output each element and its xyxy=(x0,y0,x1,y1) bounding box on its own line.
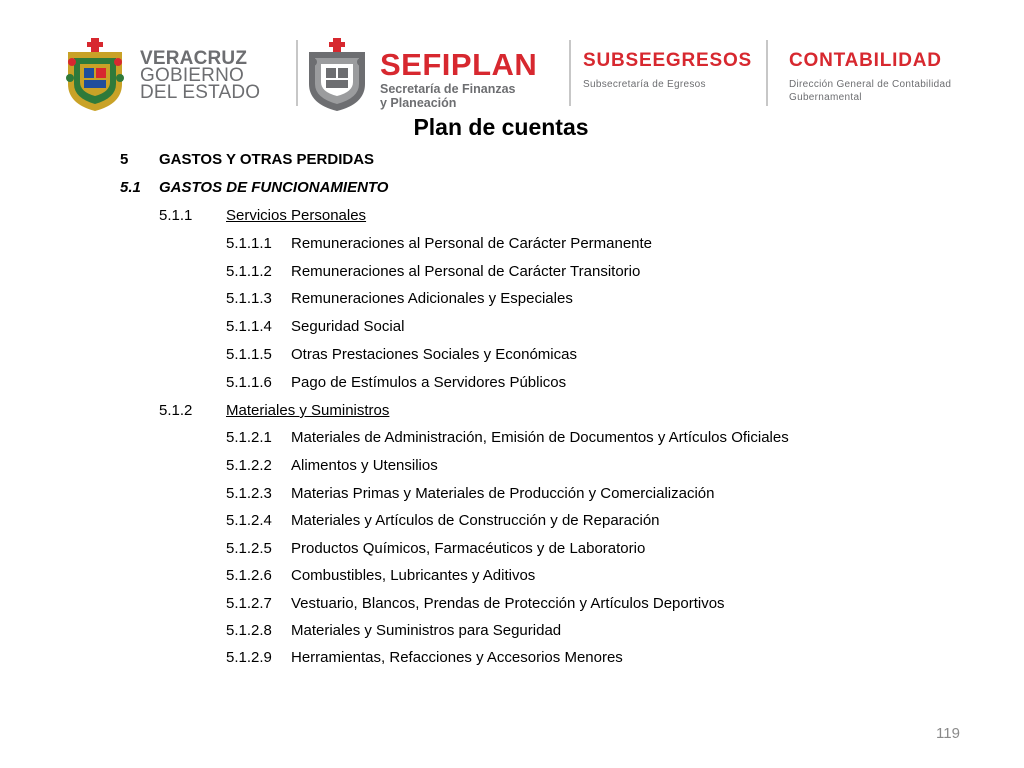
page-title: Plan de cuentas xyxy=(413,114,589,140)
subseegresos-subtitle: Subsecretaría de Egresos xyxy=(583,79,706,90)
contabilidad-subtitle xyxy=(789,78,951,104)
account-code: 5.1.1.5 xyxy=(226,346,272,363)
account-code: 5.1.1.3 xyxy=(226,290,272,307)
account-code: 5.1.1 xyxy=(159,207,193,224)
account-label: Materiales y Artículos de Construcción y de Reparación xyxy=(291,512,660,529)
page-number: 119 xyxy=(936,725,960,742)
account-label: Remuneraciones al Personal de Carácter Transitorio xyxy=(291,263,641,280)
account-code: 5.1.1.2 xyxy=(226,263,272,280)
sefiplan-shield-icon xyxy=(303,38,371,112)
account-label: GASTOS Y OTRAS PERDIDAS xyxy=(159,151,375,168)
account-code: 5.1.1.4 xyxy=(226,318,272,335)
account-label: GASTOS DE FUNCIONAMIENTO xyxy=(159,179,389,196)
account-label: Materiales y Suministros xyxy=(226,402,390,419)
account-code: 5.1 xyxy=(120,179,141,196)
header-divider xyxy=(296,40,298,106)
account-code: 5.1.2.5 xyxy=(226,540,272,557)
contabilidad-title: CONTABILIDAD xyxy=(789,50,942,71)
account-code: 5.1.2.8 xyxy=(226,622,272,639)
account-label: Materias Primas y Materiales de Producción y Comercialización xyxy=(291,485,715,502)
header-banner xyxy=(0,0,1024,120)
header-divider xyxy=(569,40,571,106)
account-label: Vestuario, Blancos, Prendas de Protección y Artículos Deportivos xyxy=(291,595,725,612)
account-label: Pago de Estímulos a Servidores Públicos xyxy=(291,374,567,391)
sefiplan-sub-line1: Secretaría de Finanzas xyxy=(380,82,516,96)
sefiplan-subtitle xyxy=(380,82,515,110)
veracruz-coat-of-arms-icon xyxy=(62,38,128,112)
subseegresos-title: SUBSEEGRESOS xyxy=(583,50,753,71)
account-label: Seguridad Social xyxy=(291,318,405,335)
account-label: Herramientas, Refacciones y Accesorios Menores xyxy=(291,649,623,666)
account-code: 5.1.2.4 xyxy=(226,512,272,529)
contabilidad-subtitle-line2: Gubernamental xyxy=(789,92,862,103)
account-label: Materiales de Administración, Emisión de Documentos y Artículos Oficiales xyxy=(291,429,789,446)
veracruz-wordmark xyxy=(140,50,260,101)
account-code: 5.1.1.1 xyxy=(226,235,272,252)
account-label: Servicios Personales xyxy=(226,207,367,224)
account-code: 5.1.2.2 xyxy=(226,457,272,474)
sefiplan-name: SEFIPLAN xyxy=(380,47,538,82)
account-code: 5.1.2 xyxy=(159,402,193,419)
veracruz-line3: DEL ESTADO xyxy=(140,82,261,103)
header-divider xyxy=(766,40,768,106)
contabilidad-subtitle-line1: Dirección General de Contabilidad xyxy=(789,79,952,90)
account-label: Remuneraciones al Personal de Carácter Permanente xyxy=(291,235,653,252)
account-label: Materiales y Suministros para Seguridad xyxy=(291,622,562,639)
account-code: 5 xyxy=(120,151,129,168)
account-code: 5.1.1.6 xyxy=(226,374,272,391)
account-code: 5.1.2.3 xyxy=(226,485,272,502)
account-label: Remuneraciones Adicionales y Especiales xyxy=(291,290,573,307)
account-code: 5.1.2.9 xyxy=(226,649,272,666)
account-label: Productos Químicos, Farmacéuticos y de Laboratorio xyxy=(291,540,646,557)
account-label: Otras Prestaciones Sociales y Económicas xyxy=(291,346,577,363)
account-code: 5.1.2.7 xyxy=(226,595,272,612)
account-label: Alimentos y Utensilios xyxy=(291,457,438,474)
account-code: 5.1.2.1 xyxy=(226,429,272,446)
account-label: Combustibles, Lubricantes y Aditivos xyxy=(291,567,536,584)
veracruz-line2: GOBIERNO xyxy=(140,65,245,86)
veracruz-line1: VERACRUZ xyxy=(140,48,248,69)
account-code: 5.1.2.6 xyxy=(226,567,272,584)
sefiplan-sub-line2: y Planeación xyxy=(380,96,457,110)
